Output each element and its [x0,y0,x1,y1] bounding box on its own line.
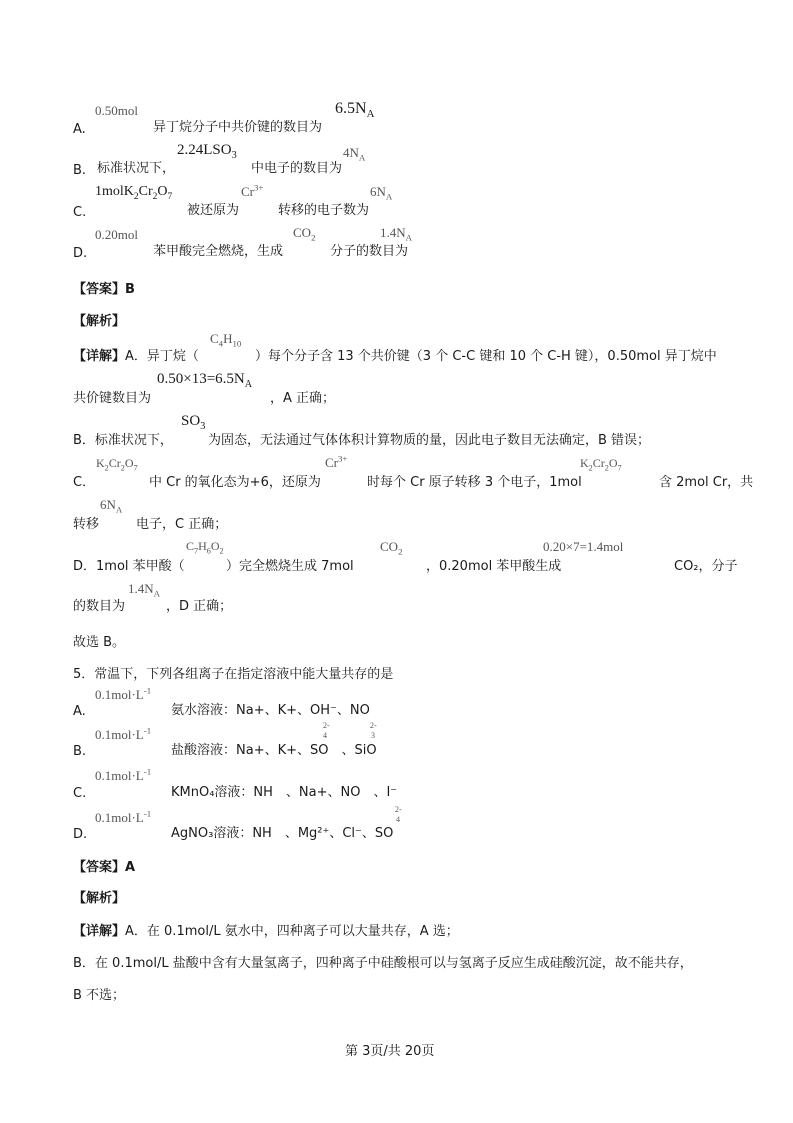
charge-subscript: 4 [396,815,400,824]
detail-line: 时每个 Cr 原子转移 3 个电子，1mol [367,475,582,490]
detail-line: 电子，C 正确； [136,517,228,532]
formula: $K_2Cr_2O_7$ [580,456,622,473]
option-text: 苯甲酸完全燃烧，生成 [153,244,284,259]
detail-line: ，D 正确； [166,599,233,614]
analysis-label: 【解析】 [73,314,126,329]
detail-line: 转移 [73,517,100,532]
formula: $0.1mol\cdot L^{-1}$ [95,725,152,742]
formula: $CO_2$ [380,539,403,557]
charge-subscript: 3 [371,731,375,740]
detail-line: 的数目为 [73,599,126,614]
option-text: 异丁烷分子中共价键的数目为 [153,120,323,135]
formula: $Cr^{3+}$ [241,182,264,199]
formula: $0.1mol\cdot L^{-1}$ [95,808,152,825]
detail-line: B．在 0.1mol/L 盐酸中含有大量氢离子，四种离子中硅酸根可以与氢离子反应生成硅酸沉淀，故不能共存， [73,956,693,971]
detail-line: B 不选； [73,988,126,1003]
detail-line: D．1mol 苯甲酸（ [73,559,185,574]
answer-label: 【答案】A [73,860,136,875]
formula: $1.4N_A$ [128,581,161,599]
detail-line: 共价键数目为 [73,391,152,406]
detail-line: 为固态，无法通过气体体积计算物质的量，因此电子数目无法确定，B 错误； [208,433,651,448]
formula: $C_4H_{10}$ [210,331,242,349]
formula: $0.1mol\cdot L^{-1}$ [95,766,152,783]
option-text: 分子的数目为 [330,244,409,259]
formula: $CO_2$ [293,225,316,243]
formula: 0.50mol [95,103,138,118]
option-label: B. [73,163,87,178]
formula: $1molK_2Cr_2O_7$ [95,184,173,202]
option-text: AgNO₃溶液：NH 、Mg²⁺、Cl⁻、SO [171,826,394,841]
charge-superscript: 2- [395,805,402,814]
detail-line: 中 Cr 的氧化态为+6，还原为 [149,475,321,490]
option-text: 盐酸溶液：Na+、K+、SO 、SiO [171,743,377,758]
detail-line: CO₂，分子 [674,559,738,574]
option-text: 转移的电子数为 [278,203,370,218]
option-label: B. [73,744,87,759]
formula: $4N_A$ [343,145,366,163]
formula: $1.4N_A$ [380,225,413,243]
formula: 0.20mol [95,227,138,242]
option-label: D. [73,246,88,261]
option-label: A. [73,122,86,137]
formula: $0.50\times 13=6.5N_A$ [157,371,253,390]
detail-line: ，A 正确； [270,391,336,406]
question-stem: 5．常温下，下列各组离子在指定溶液中能大量共存的是 [73,667,394,682]
page-footer: 第 3页/共 20页 [345,1044,435,1059]
detail-line: C． [73,475,96,490]
option-text: 标准状况下， [97,161,176,176]
detail-line: B．标准状况下， [73,433,173,448]
option-text: 氨水溶液：Na+、K+、OH⁻、NO [171,703,370,718]
detail-line: ，0.20mol 苯甲酸生成 [426,559,562,574]
formula: 0.20×7=1.4mol [543,539,624,554]
detail-line: 含 2mol Cr，共 [659,475,754,490]
option-label: D. [73,827,88,842]
detail-line: 故选 B。 [73,635,126,650]
formula: $SO_3$ [181,413,206,432]
formula: $6.5N_A$ [335,100,375,121]
formula: $Cr^{3+}$ [325,453,348,470]
option-label: C. [73,786,87,801]
formula: $2.24LSO_3$ [177,142,237,161]
option-label: A. [73,704,86,719]
option-label: C. [73,205,87,220]
detail-line: 【详解】A．在 0.1mol/L 氨水中，四种离子可以大量共存，A 选； [73,924,459,939]
option-text: 中电子的数目为 [251,161,343,176]
formula: $6N_A$ [100,497,123,515]
detail-line: 【详解】A．异丁烷（ [73,349,199,364]
formula: $K_2Cr_2O_7$ [96,456,138,473]
formula: $6N_A$ [370,184,393,202]
formula: $0.1mol\cdot L^{-1}$ [95,685,152,702]
formula: $C_7H_6O_2$ [186,539,224,556]
option-text: KMnO₄溶液：NH 、Na+、NO 、I⁻ [171,785,398,800]
charge-subscript: 4 [323,731,327,740]
option-text: 被还原为 [187,203,240,218]
detail-line: ）完全燃烧生成 7mol [226,559,354,574]
charge-superscript: 2- [323,721,330,730]
answer-label: 【答案】B [73,282,135,297]
analysis-label: 【解析】 [73,891,126,906]
detail-line: ）每个分子含 13 个共价键（3 个 C-C 键和 10 个 C-H 键），0.50mol 异丁烷中 [255,349,717,364]
charge-superscript: 2- [370,721,377,730]
